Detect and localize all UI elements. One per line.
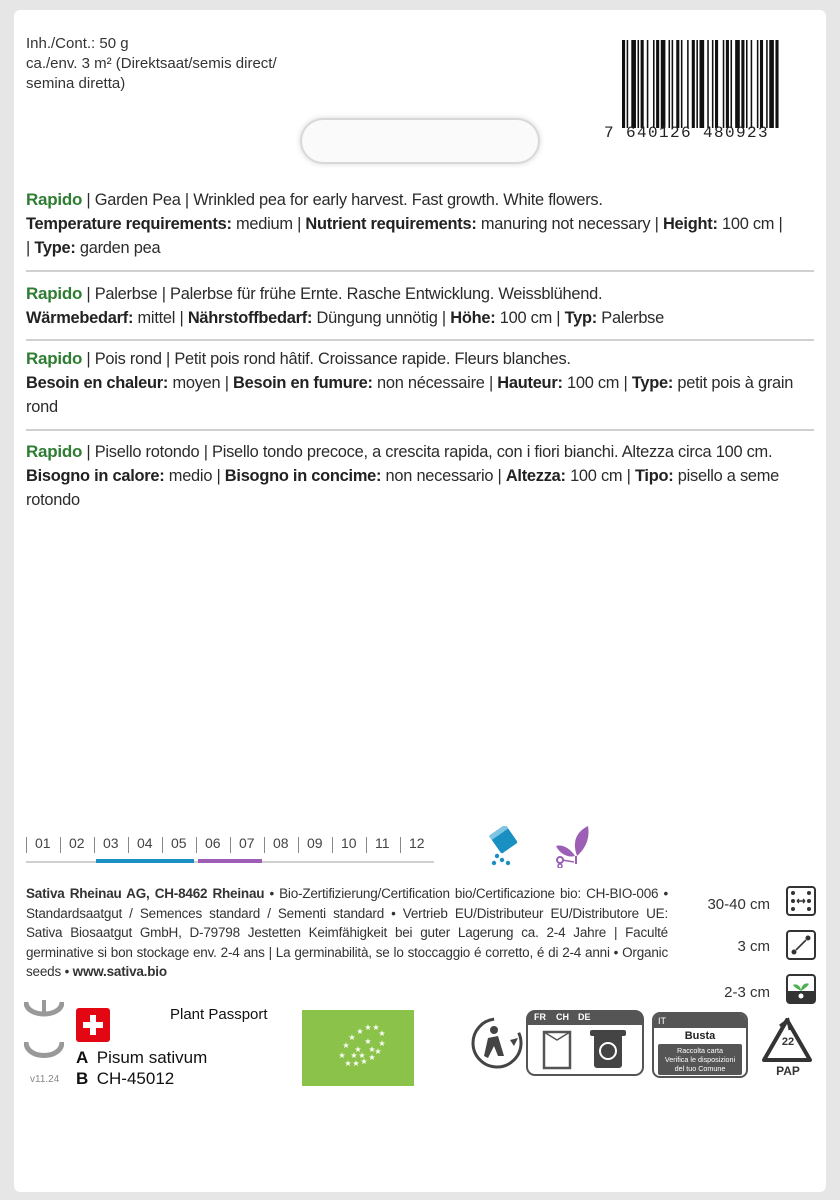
harvest-period-bar	[198, 859, 262, 863]
sowing-depth-value: 2-3 cm	[724, 984, 770, 1001]
svg-text:★: ★	[364, 1023, 372, 1032]
passport-species: Pisum sativum	[96, 1048, 208, 1067]
calendar-tick	[26, 837, 27, 853]
hang-slot	[300, 118, 540, 164]
calendar-month: 07	[239, 835, 255, 851]
calendar-month: 06	[205, 835, 221, 851]
field-label: Wärmebedarf:	[26, 309, 134, 327]
calendar-tick	[366, 837, 367, 853]
svg-text:★: ★	[360, 1057, 368, 1066]
field-value: manuring not necessary |	[476, 215, 663, 233]
description-line: | Palerbse | Palerbse für frühe Ernte. Rasche Entwicklung. Weissblühend.	[82, 285, 603, 303]
contents-info	[26, 34, 316, 94]
calendar-tick	[196, 837, 197, 853]
variety-name: Rapido	[26, 190, 83, 209]
calendar-tick	[298, 837, 299, 853]
plant-spacing-value: 3 cm	[737, 938, 770, 955]
svg-text:★: ★	[342, 1041, 350, 1050]
company-info	[26, 884, 668, 982]
busta-country: IT	[654, 1014, 746, 1028]
company-name: Sativa Rheinau AG, CH-8462 Rheinau	[26, 886, 265, 901]
busta-info-box	[652, 1012, 748, 1078]
country-fr: FR	[534, 1012, 546, 1022]
field-label: Height:	[662, 215, 718, 233]
svg-text:★: ★	[368, 1053, 376, 1062]
field-value: 100 cm |	[495, 309, 565, 327]
passport-code: CH-45012	[96, 1069, 175, 1088]
field-label: Höhe:	[450, 309, 496, 327]
passport-line-b	[76, 1069, 174, 1089]
svg-text:★: ★	[352, 1059, 360, 1068]
calendar-tick	[264, 837, 265, 853]
field-value: 100 cm |	[565, 467, 635, 485]
svg-text:★: ★	[372, 1023, 380, 1032]
field-label: Hauteur:	[497, 374, 563, 392]
field-value: petit pois à grain rond	[26, 374, 794, 416]
svg-text:★: ★	[350, 1051, 358, 1060]
description-fr	[26, 347, 816, 419]
description-de	[26, 282, 816, 330]
field-label: Bisogno in concime:	[224, 467, 382, 485]
description-line: | Pisello rotondo | Pisello tondo precoce, a crescita rapida, con i fiori bianchi. Altezza circa 100 cm.	[82, 443, 773, 461]
field-label: Type:	[34, 239, 76, 257]
calendar-tick	[128, 837, 129, 853]
passport-label-b: B	[76, 1069, 89, 1088]
calendar-month: 12	[409, 835, 425, 851]
plant-passport-title: Plant Passport	[170, 1006, 268, 1023]
field-label: Type:	[631, 374, 674, 392]
barcode-icon	[622, 40, 818, 128]
plant-passport-logo-icon	[24, 998, 64, 1072]
calendar-month: 02	[69, 835, 85, 851]
pap-number: 22	[781, 1036, 795, 1048]
contents-area: ca./env. 3 m² (Direktsaat/semis direct/	[26, 55, 277, 72]
separator	[26, 429, 814, 431]
country-de: DE	[578, 1012, 591, 1022]
description-en: Rapido | Garden Pea | Wrinkled pea for early harvest. Fast growth. White flowers. Temperature requirements: medium | Nutrient requirements: manuring not necessary | Height: 100 cm | | Type: garden pea	[26, 190, 783, 257]
calendar-month: 10	[341, 835, 357, 851]
field-label: Typ:	[564, 309, 597, 327]
calendar-tick	[60, 837, 61, 853]
sowing-period-bar	[96, 859, 194, 863]
field-value: medio |	[164, 467, 225, 485]
swiss-flag-icon	[76, 1008, 110, 1042]
svg-text:★: ★	[358, 1051, 366, 1060]
svg-text:★: ★	[348, 1033, 356, 1042]
svg-text:★: ★	[378, 1039, 386, 1048]
field-value: moyen |	[168, 374, 234, 392]
description-line: | Pois rond | Petit pois rond hâtif. Croissance rapide. Fleurs blanches.	[82, 350, 571, 368]
company-details: • Bio-Zertifizierung/Certification bio/Certificazione bio: CH-BIO-006 • Standardsaatgut / Semences standard / Sementi standard • Vertrieb EU/Distributeur EU/Distributore UE: Sativa Biosaatgut GmbH, D-79798 Jestetten Keimfähigkeit bei guter Lagerung ca. 2-4 Jahre | Faculté germinative si bon stockage env. 2-4 ans | La germinabilità, se lo stoccaggio é corretto, é di 2-4 anni • Organic seeds •	[26, 886, 668, 979]
variety-name: Rapido	[26, 284, 83, 303]
passport-label-a: A	[76, 1048, 89, 1067]
svg-text:★: ★	[378, 1029, 386, 1038]
svg-text:★: ★	[364, 1037, 372, 1046]
field-label: Nutrient requirements:	[305, 215, 477, 233]
country-ch: CH	[556, 1012, 569, 1022]
calendar-tick	[332, 837, 333, 853]
passport-line-a	[76, 1048, 207, 1068]
separator	[26, 270, 814, 272]
field-label: Besoin en fumure:	[233, 374, 373, 392]
calendar-month: 01	[35, 835, 51, 851]
website-link[interactable]: www.sativa.bio	[72, 964, 167, 979]
contents-weight: Inh./Cont.: 50 g	[26, 35, 129, 52]
description-line: | Garden Pea | Wrinkled pea for early harvest. Fast growth. White flowers.	[82, 191, 603, 209]
field-label: Tipo:	[634, 467, 674, 485]
calendar-month: 11	[375, 835, 390, 851]
field-label: Temperature requirements:	[26, 215, 232, 233]
calendar-tick	[230, 837, 231, 853]
field-label: Altezza:	[505, 467, 566, 485]
pap-label: PAP	[776, 1064, 800, 1078]
calendar-month: 04	[137, 835, 153, 851]
busta-text: Raccolta carta Verifica le disposizioni del tuo Comune	[658, 1044, 742, 1075]
svg-text:★: ★	[338, 1051, 346, 1060]
svg-text:★: ★	[374, 1047, 382, 1056]
contents-area-cont: semina diretta)	[26, 75, 126, 92]
calendar-month: 09	[307, 835, 323, 851]
calendar-month: 05	[171, 835, 187, 851]
row-spacing-value: 30-40 cm	[707, 896, 770, 913]
calendar-tick	[94, 837, 95, 853]
field-label: Nährstoffbedarf:	[187, 309, 313, 327]
field-value: medium |	[231, 215, 306, 233]
description-it	[26, 440, 816, 512]
triman-icon	[470, 1016, 524, 1070]
version-label: v11.24	[30, 1074, 60, 1085]
plant-spacing-icon	[786, 930, 816, 960]
field-label: Besoin en chaleur:	[26, 374, 169, 392]
svg-text:★: ★	[368, 1045, 376, 1054]
busta-title: Busta	[684, 1030, 716, 1042]
svg-text:★: ★	[354, 1045, 362, 1054]
sowing-bag-icon	[484, 826, 524, 868]
field-value: mittel |	[133, 309, 188, 327]
field-value: non nécessaire |	[372, 374, 498, 392]
calendar-tick	[162, 837, 163, 853]
field-value: Düngung unnötig |	[312, 309, 451, 327]
sowing-depth-icon	[786, 974, 816, 1004]
recycling-countries	[528, 1011, 642, 1025]
field-value: 100 cm |	[562, 374, 632, 392]
eu-organic-logo-icon	[302, 1010, 414, 1086]
calendar-month: 08	[273, 835, 289, 851]
svg-text:★: ★	[344, 1059, 352, 1068]
sowing-calendar	[26, 835, 436, 865]
barcode-number: 7 640126 480923	[604, 124, 770, 142]
variety-name: Rapido	[26, 349, 83, 368]
field-label: Bisogno in calore:	[26, 467, 165, 485]
calendar-month: 03	[103, 835, 119, 851]
calendar-tick	[400, 837, 401, 853]
row-spacing-icon	[786, 886, 816, 916]
field-value: non necessario |	[381, 467, 506, 485]
svg-text:★: ★	[356, 1027, 364, 1036]
field-value: Palerbse	[597, 309, 664, 327]
field-value: 100 cm |	[717, 215, 783, 233]
field-value: pisello a seme rotondo	[26, 467, 780, 509]
harvest-scissors-icon	[552, 822, 598, 868]
field-value: garden pea	[75, 239, 161, 257]
separator	[26, 339, 814, 341]
variety-name: Rapido	[26, 442, 83, 461]
